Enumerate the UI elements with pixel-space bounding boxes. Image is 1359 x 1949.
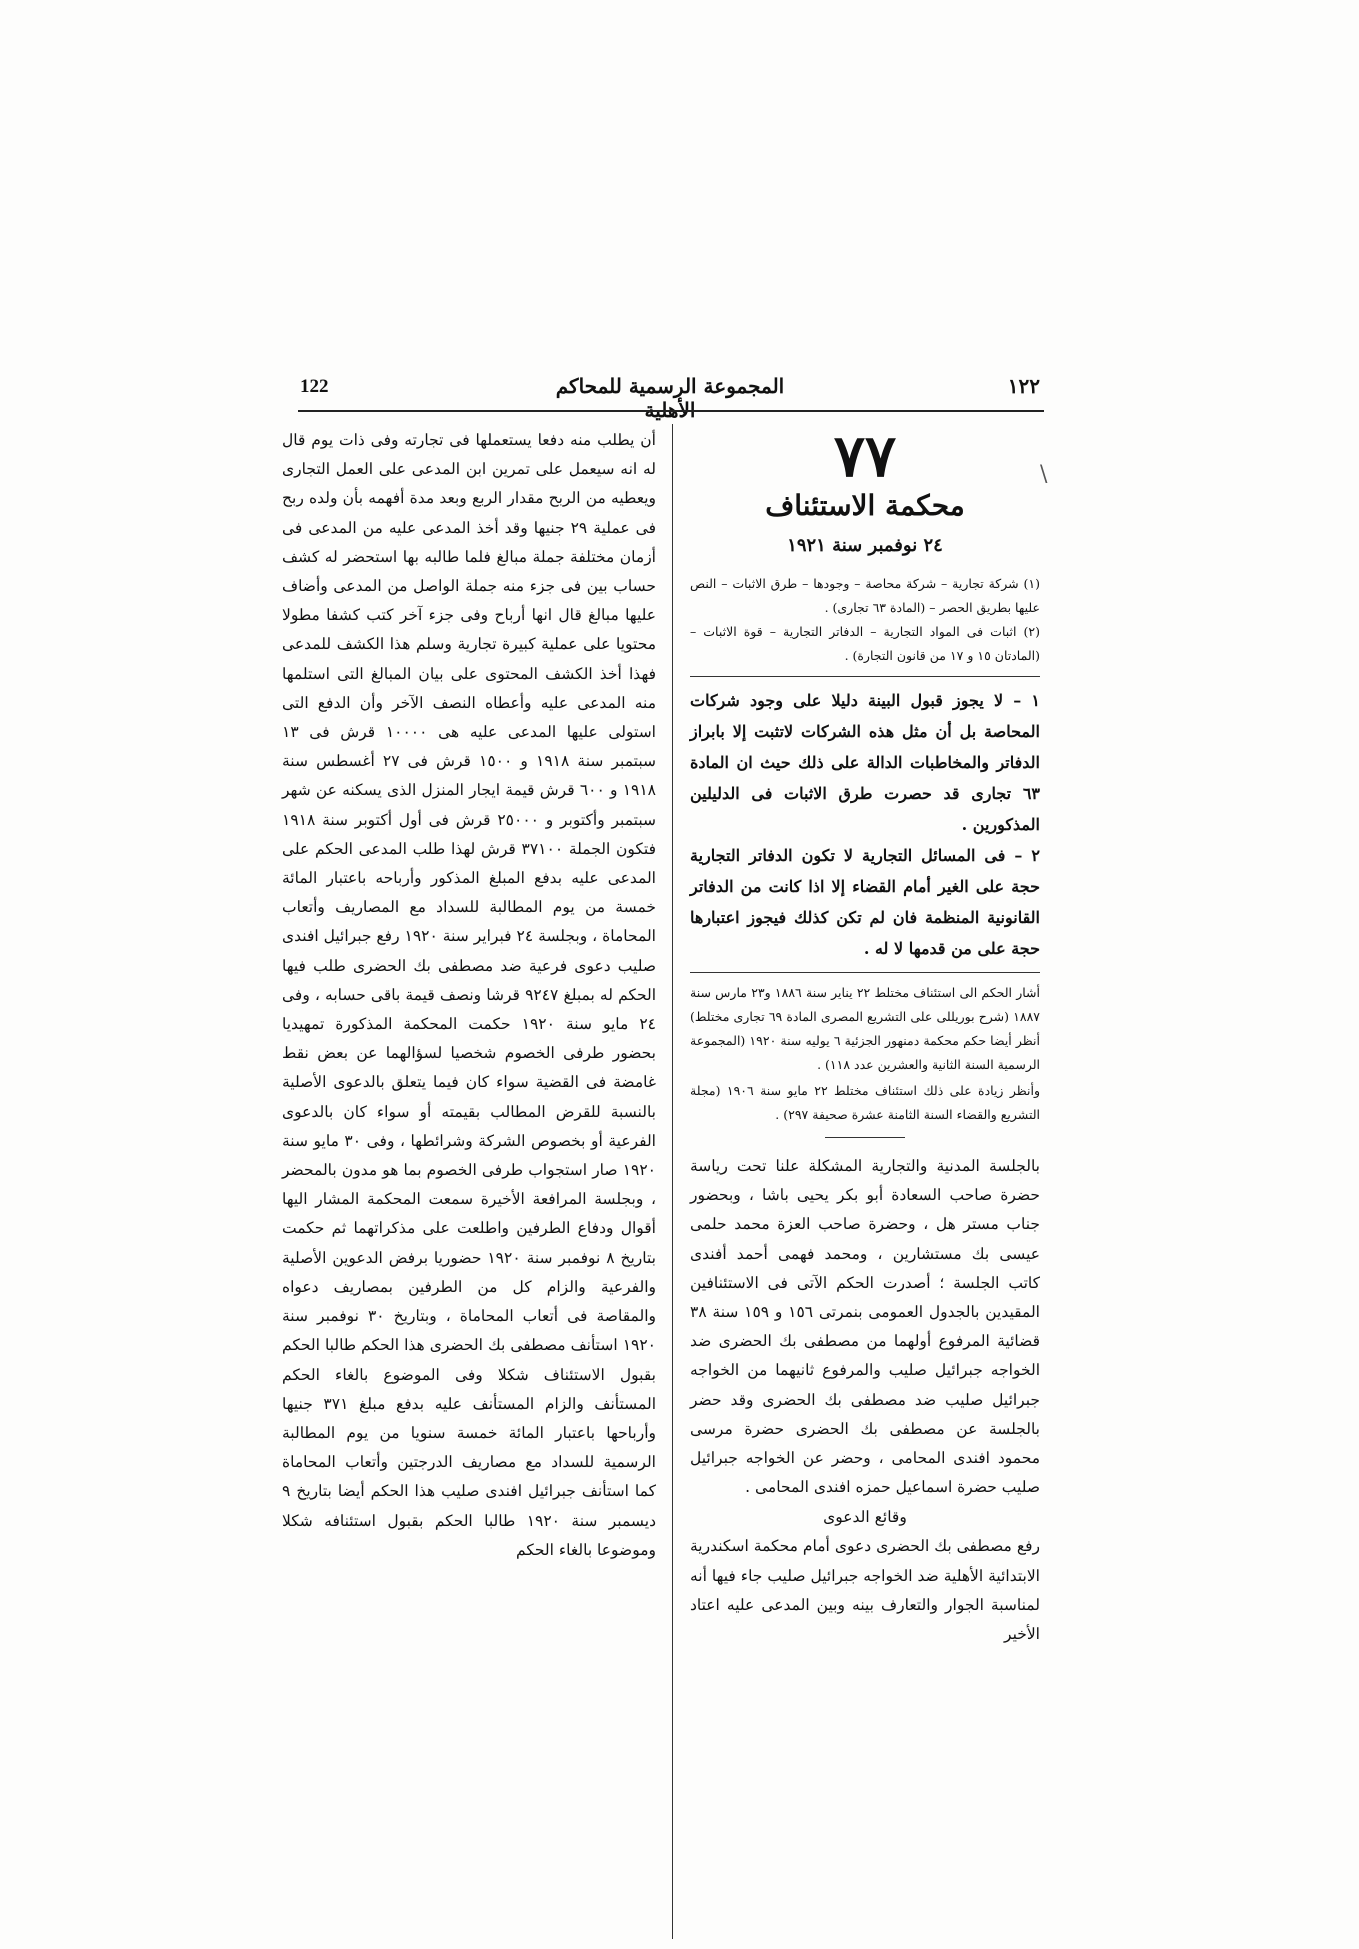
keywords <box>690 572 1040 668</box>
reference-1: أشار الحكم الى استئناف مختلط ٢٢ يناير سنة ١٨٨٦ و٢٣ مارس سنة ١٨٨٧ (شرح بوريللى على التشريع المصرى المادة ٦٩ تجارى مختلط) أنظر أيضا حكم محكمة دمنهور الجزئية ٦ يوليه سنة ١٩٢٠ (المجموعة الرسمية السنة الثانية والعشرين عدد ١١٨) . <box>690 985 1041 1072</box>
page-number-arabic: ١٢٢ <box>1007 374 1040 398</box>
running-title: المجموعة الرسمية للمحاكم الأهلية <box>555 374 785 422</box>
keyword-1: (١) شركة تجارية – شركة محاصة – وجودها – طرق الاثبات – النص عليها بطريق الحصر – (المادة ٦٣ تجارى) . <box>690 576 1040 615</box>
case-date: ٢٤ نوفمبر سنة ١٩٢١ <box>787 535 943 556</box>
header-rule <box>298 410 1044 412</box>
left-column <box>282 426 656 1565</box>
column-rule <box>672 424 673 1939</box>
principle-1: ١ – لا يجوز قبول البينة دليلا على وجود شركات المحاصة بل أن مثل هذه الشركات لاتثبت إلا بابراز الدفاتر والمخاطبات الدالة على ذلك حيث ان المادة ٦٣ تجارى قد حصرت طرق الاثبات فى الدليلين المذكورين . <box>690 691 1041 834</box>
right-column <box>690 422 1041 1649</box>
facts-paragraph: رفع مصطفى بك الحضرى دعوى أمام محكمة اسكندرية الابتدائية الأهلية ضد الخواجه جبرائيل صليب جاء فيها أنه لمناسبة الجوار والتعارف بينه وبين المدعى عليه اعتاد الأخير <box>690 1537 1040 1644</box>
page-header <box>300 372 1040 422</box>
left-column-text: أن يطلب منه دفعا يستعملها فى تجارته وفى ذات يوم قال له انه سيعمل على تمرين ابن المدعى على العمل التجارى ويعطيه من الربح مقدار الربع وبعد مدة أفهمه بأن ولده ربح فى عملية ٢٩ جنيها وقد أخذ المدعى عليه من المدعى فى أزمان مختلفة جملة مبالغ فلما طالبه بها استحضر له كشف حساب بين فى جزء منه جملة الواصل من المدعى وأضاف عليها مبالغ قال انها أرباح وفى جزء آخر كتب كشفا مطولا محتويا على عملية كبيرة تجارية وسلم هذا الكشف للمدعى فهذا أخذ الكشف المحتوى على بيان المبالغ التى استلمها منه المدعى عليه وأعطاه النصف الآخر وأن الدفع التى استولى عليها المدعى عليه هى ١٠٠٠٠ قرش فى ١٣ سبتمبر سنة ١٩١٨ و ١٥٠٠ قرش فى ٢٧ أغسطس سنة ١٩١٨ و ٦٠٠ قرش قيمة ايجار المنزل الذى يسكنه عن شهر سبتمبر وأكتوبر و ٢٥٠٠٠ قرش فى أول أكتوبر سنة ١٩١٨ فتكون الجملة ٣٧١٠٠ قرش لهذا طلب المدعى الحكم على المدعى عليه بدفع المبلغ المذكور وأرباحه باعتبار المائة خمسة من يوم المطالبة للسداد مع المصاريف وأتعاب المحاماة ، وبجلسة ٢٤ فبراير سنة ١٩٢٠ رفع جبرائيل افندى صليب دعوى فرعية ضد مصطفى بك الحضرى طلب فيها الحكم له بمبلغ ٩٢٤٧ قرشا ونصف قيمة باقى حسابه ، وفى ٢٤ مايو سنة ١٩٢٠ حكمت المحكمة المذكورة تمهيديا بحضور طرفى الخصوم شخصيا لسؤالهما عن بعض نقط غامضة فى القضية سواء كان فيما يتعلق بالدعوى الأصلية بالنسبة للقرض المطالب بقيمته أو سواء كان بالدعوى الفرعية أو بخصوص الشركة وشرائطها ، وفى ٣٠ مايو سنة ١٩٢٠ صار استجواب طرفى الخصوم بما هو مدون بالمحضر ، وبجلسة المرافعة الأخيرة سمعت المحكمة المشار اليها أقوال ودفاع الطرفين واطلعت على مذكراتهما ثم حكمت بتاريخ ٨ نوفمبر سنة ١٩٢٠ حضوريا برفض الدعوين الأصلية والفرعية والزام كل من الطرفين بمصاريف دعواه والمقاصة فى أتعاب المحاماة ، وبتاريخ ٣٠ نوفمبر سنة ١٩٢٠ استأنف مصطفى بك الحضرى هذا الحكم طالبا الحكم بقبول الاستئناف شكلا وفى الموضوع بالغاء الحكم المستأنف والزام المستأنف عليه بدفع مبلغ ٣٧١ جنيها وأرباحها باعتبار المائة خمسة سنويا من يوم المطالبة الرسمية للسداد مع مصاريف الدرجتين وأتعاب المحاماة كما استأنف جبرائيل افندى صليب هذا الحكم أيضا بتاريخ ٩ ديسمبر سنة ١٩٢٠ طالبا الحكم بقبول استئنافه شكلا وموضوعا بالغاء الحكم <box>282 431 657 1559</box>
page-number-latin: 122 <box>300 376 329 397</box>
principles-divider <box>690 972 1040 973</box>
keywords-divider <box>690 676 1040 677</box>
margin-mark: \ <box>1040 462 1048 487</box>
case-number: ٧٧ <box>833 422 897 490</box>
session-paragraph: بالجلسة المدنية والتجارية المشكلة علنا تحت رياسة حضرة صاحب السعادة أبو بكر يحيى باشا ، وبحضور جناب مستر هل ، وحضرة صاحب العزة محمد حلمى عيسى بك مستشارين ، ومحمد فهمى أحمد أفندى كاتب الجلسة ؛ أصدرت الحكم الآتى فى الاستئنافين المقيدين بالجدول العمومى بنمرتى ١٥٦ و ١٥٩ سنة ٣٨ قضائية المرفوع أولهما من مصطفى بك الحضرى ضد الخواجه جبرائيل صليب والمرفوع ثانيهما من الخواجه جبرائيل صليب ضد مصطفى بك الحضرى وقد حضر بالجلسة عن مصطفى بك الحضرى حضرة مرسى محمود افندى المحامى ، وحضر عن الخواجه جبرائيل صليب حضرة اسماعيل حمزه افندى المحامى . <box>690 1157 1040 1497</box>
principle-2: ٢ – فى المسائل التجارية لا تكون الدفاتر التجارية حجة على الغير أمام القضاء إلا اذا كانت من الدفاتر القانونية المنظمة فان لم تكن كذلك فيجوز اعتبارها حجة على من قدمها لا له . <box>690 846 1040 958</box>
keyword-2: (٢) اثبات فى المواد التجارية – الدفاتر التجارية – قوة الاثبات – (المادتان ١٥ و ١٧ من قانون التجارة) . <box>690 624 1040 663</box>
reference-2: وأنظر زيادة على ذلك استئناف مختلط ٢٢ مايو سنة ١٩٠٦ (مجلة التشريع والقضاء السنة الثامنة عشرة صحيفة ٢٩٧) . <box>690 1083 1040 1122</box>
references-divider <box>825 1137 905 1138</box>
references <box>690 981 1040 1127</box>
facts-title: وقائع الدعوى <box>823 1508 907 1527</box>
court-name: محكمة الاستئناف <box>765 489 965 522</box>
